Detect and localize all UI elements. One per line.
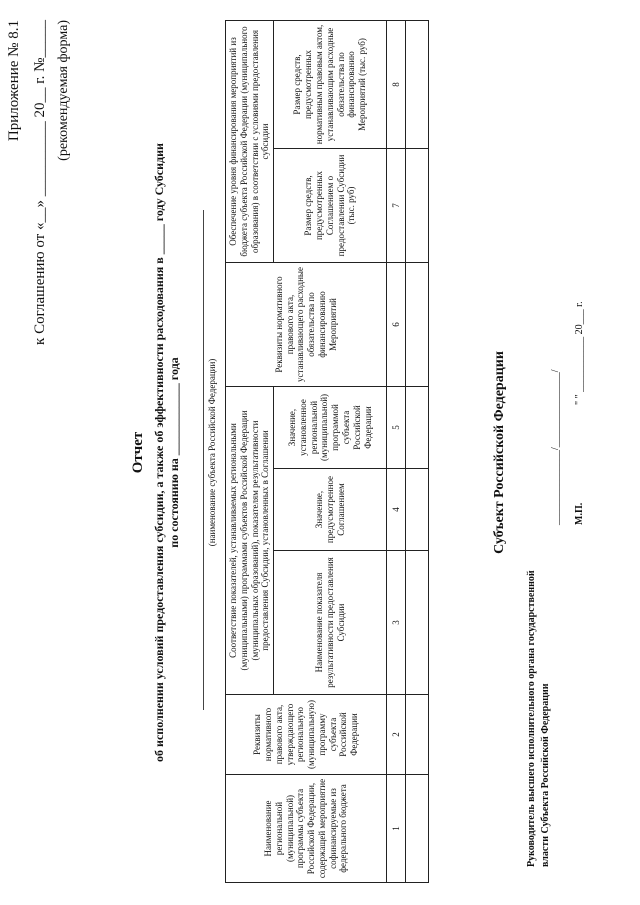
signatory-title: Руководитель высшего исполнительного органа государственной власти Субъекта Российской Федерации [526, 570, 551, 867]
empty-cell [406, 695, 429, 775]
empty-cell [406, 775, 429, 883]
empty-cell [406, 387, 429, 469]
col4-header: Значение, предусмотренное Соглашением [274, 469, 387, 551]
recommended-form-note: (рекомендуемая форма) [56, 20, 71, 161]
empty-cell [406, 469, 429, 551]
column-number: 6 [387, 263, 406, 387]
report-subtitle-line2: по состоянию на ____________ года [167, 357, 181, 548]
empty-cell [406, 263, 429, 387]
col3-header: Наименование показателя результативности предоставления Субсидии [274, 551, 387, 695]
date-line: " " ___________ 20___ г. [574, 301, 585, 405]
column-number: 3 [387, 551, 406, 695]
column-number: 7 [387, 149, 406, 263]
subject-name-line [203, 210, 204, 710]
subject-name-caption: (наименование субъекта Российской Федерации) [207, 358, 217, 547]
col2-header: Реквизиты нормативного правового акта, утверждающего региональную (муниципальную) программу субъекта Российской Федерации [226, 695, 387, 775]
column-number: 5 [387, 387, 406, 469]
column-number: 4 [387, 469, 406, 551]
col1-header: Наименование региональной (муниципальной) программы субъекта Российской Федерации, содержащей мероприятие софинансируемые из федерального бюджета [226, 775, 387, 883]
report-table [225, 20, 429, 883]
group2-header: Обеспечение уровня финансирования мероприятий из бюджета субъекта Российской Федерации (муниципального образования) в соответствии с условиями предоставления субсидии [226, 21, 274, 263]
empty-cell [406, 551, 429, 695]
table-row [406, 21, 429, 883]
column-number: 1 [387, 775, 406, 883]
col7-header: Размер средств, предусмотренных Соглашением о предоставлении Субсидии (тыс. руб) [274, 149, 387, 263]
subject-heading: Субъект Российской Федерации [492, 351, 507, 554]
empty-cell [406, 149, 429, 263]
column-number: 2 [387, 695, 406, 775]
column-number: 8 [387, 21, 406, 149]
signature-line: _______________/_______________/ [550, 369, 561, 525]
stamp-place: М.П. [574, 502, 585, 525]
col5-header: Значение, установленное региональной (муниципальной) программой субъекта Российской Федерации [274, 387, 387, 469]
appendix-number: Приложение № 8.1 [6, 20, 22, 142]
report-title: Отчет [130, 431, 146, 474]
agreement-reference: к Соглашению от «__» __________ 20__ г. №_____ [32, 20, 48, 345]
empty-cell [406, 21, 429, 149]
report-subtitle-line1: об исполнении условий предоставления субсидии, а также об эффективности расходования в _____ году Субсидии [152, 143, 166, 762]
col6-header: Реквизиты нормативного правового акта, устанавливающего расходные обязательства по финансированию Мероприятий [226, 263, 387, 387]
col8-header: Размер средств, предусмотренных нормативным правовым актом, устанавливающим расходные обязательства по финансированию Мероприятий (тыс. руб) [274, 21, 387, 149]
group1-header: Соответствие показателей, устанавливаемых региональными (муниципальными) программами субъектов Российской Федерации (муниципальных образований), показателям результативности предоставления Субсидии, установленных в Соглашении [226, 387, 274, 695]
